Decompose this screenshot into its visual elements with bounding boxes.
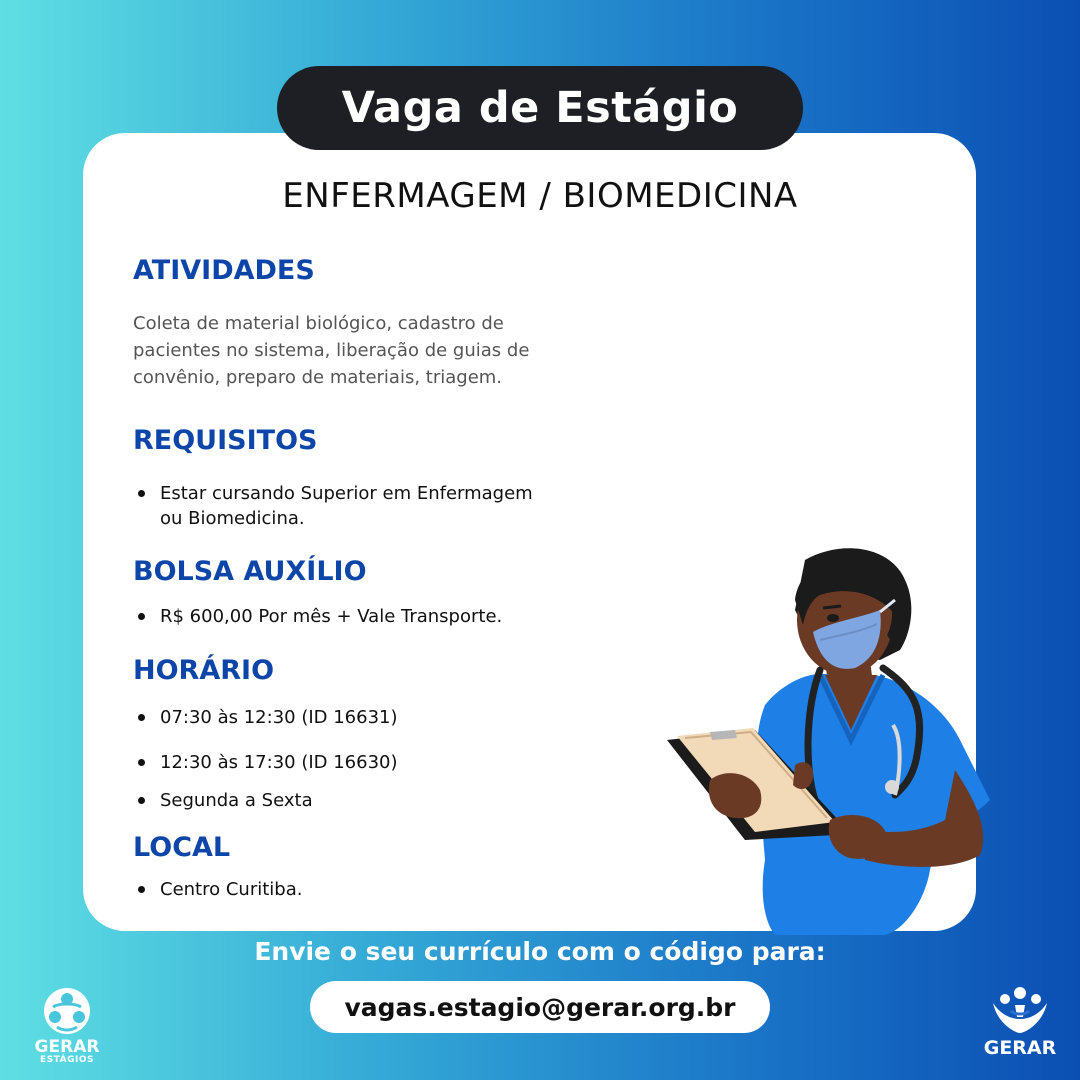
atividades-line: convênio, preparo de materiais, triagem. bbox=[133, 367, 503, 388]
people-hands-icon bbox=[975, 985, 1065, 1037]
logo-right-name: GERAR bbox=[983, 1037, 1057, 1059]
nurse-illustration-icon bbox=[655, 540, 1000, 935]
atividades-line: Coleta de material biológico, cadastro de bbox=[133, 313, 504, 334]
horario-item: 07:30 às 12:30 (ID 16631) bbox=[133, 705, 603, 730]
gerar-logo bbox=[975, 985, 1065, 1065]
atividades-line: pacientes no sistema, liberação de guias de bbox=[133, 340, 530, 361]
horario-item: 12:30 às 17:30 (ID 16630) bbox=[133, 750, 603, 775]
local-item: Centro Curitiba. bbox=[133, 877, 603, 902]
logo-left-sub: ESTÁGIOS bbox=[40, 1055, 94, 1065]
people-circle-icon bbox=[25, 985, 109, 1037]
heading-horario: HORÁRIO bbox=[133, 655, 275, 686]
horario-item: Segunda a Sexta bbox=[133, 788, 603, 813]
logo-left-name: GERAR bbox=[34, 1037, 100, 1057]
bolsa-item: R$ 600,00 Por mês + Vale Transporte. bbox=[133, 604, 603, 629]
cta-text: Envie o seu currículo com o código para: bbox=[254, 937, 826, 966]
heading-bolsa: BOLSA AUXÍLIO bbox=[133, 556, 367, 587]
requisitos-line: ou Biomedicina. bbox=[160, 508, 305, 529]
gerar-estagios-logo bbox=[25, 985, 109, 1070]
heading-requisitos: REQUISITOS bbox=[133, 425, 318, 456]
atividades-text bbox=[133, 310, 593, 391]
heading-local: LOCAL bbox=[133, 832, 231, 863]
requisitos-item bbox=[133, 481, 603, 531]
job-subtitle: ENFERMAGEM / BIOMEDICINA bbox=[282, 176, 798, 216]
requisitos-line: Estar cursando Superior em Enfermagem bbox=[160, 483, 533, 504]
page-title: Vaga de Estágio bbox=[341, 83, 739, 133]
email-link[interactable]: vagas.estagio@gerar.org.br bbox=[344, 992, 736, 1022]
title-banner bbox=[277, 66, 803, 150]
email-pill[interactable] bbox=[310, 981, 770, 1033]
heading-atividades: ATIVIDADES bbox=[133, 255, 315, 286]
